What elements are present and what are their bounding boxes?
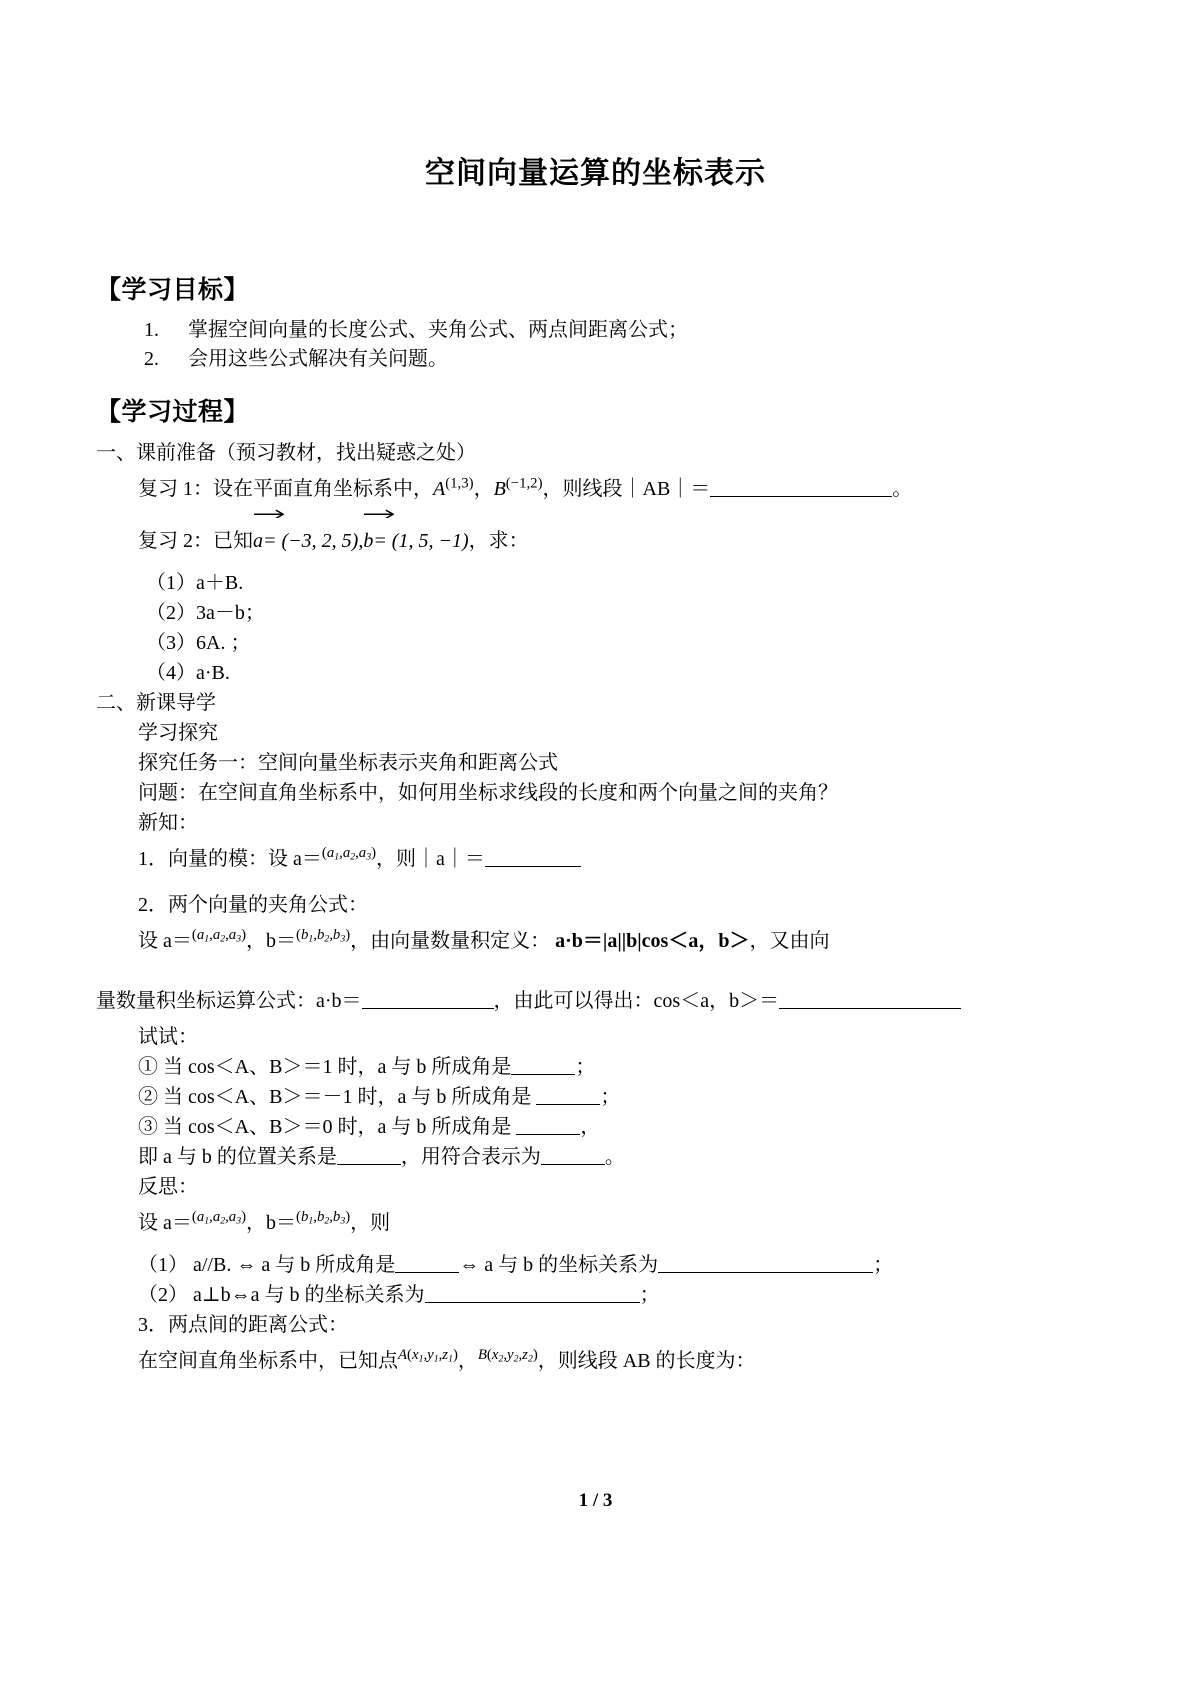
answer-blank[interactable] [425,1302,640,1303]
point-a-coord: (1,3) [445,475,474,492]
spacer [96,962,1095,980]
vector-b [363,520,373,562]
try-tail-mid: ，用符合表示为 [400,1146,541,1168]
cont-prefix: 量数量积坐标运算公式：a·b＝ [96,990,362,1012]
review-1-prefix: 复习 1：设在平面直角坐标系中， [138,478,433,500]
list-item [96,345,1095,374]
vector-a-value: = (−3, 2, 5) [263,530,359,552]
vector-b-coordinates: (b1,b2,b3) [296,927,351,946]
review-1-sep: ， [473,478,494,500]
learning-objectives-heading: 【学习目标】 [96,277,250,304]
point-b-coord: (−1,2) [505,475,543,492]
knowledge-item-2-line [138,920,1095,962]
point-a-label: A [433,478,446,500]
answer-blank[interactable] [395,1272,459,1273]
spacer [96,374,1095,392]
try-item-tail: ； [600,1086,621,1108]
dot-product-definition: a·b＝|a||b|cos＜a，b＞ [555,930,750,952]
review-2-subitem: （2）3a－b； [146,602,265,624]
new-knowledge-label: 新知： [138,812,198,834]
distance-comma: ， [457,1350,478,1372]
try-item-tail: ， [580,1116,601,1138]
spacer [96,880,1095,890]
answer-blank[interactable] [541,1164,605,1165]
vector-a-coordinates: (a1,a2,a3) [191,927,247,946]
set-mid-2: ，由向量数量积定义： [350,930,551,952]
review-1-line [138,468,1095,510]
list-item [96,316,1095,345]
review-2-comma: , [358,530,364,552]
explore-label: 学习探究 [138,722,218,744]
cont-mid: ，由此可以得出：cos＜a，b＞＝ [493,990,780,1012]
page-title: 空间向量运算的坐标表示 [425,157,766,190]
point-a-coordinates: A(x1,y1,z1) [398,1347,458,1366]
try-item-text: 当 cos＜A、B＞＝－1 时，a 与 b 所成角是 [163,1086,532,1108]
knowledge-item-3-line [138,1340,1095,1382]
try-item [138,1112,1095,1142]
spacer [96,428,1095,438]
reflect-label: 反思： [138,1176,198,1198]
answer-blank[interactable] [536,1104,600,1105]
reflect-item-number: （1） [138,1254,188,1276]
part-two-label: 二、新课导学 [96,692,216,714]
answer-blank[interactable] [511,1074,575,1075]
set-tail: ，又由向 [749,930,830,952]
objective-number: 1. [144,319,159,341]
review-2-suffix: ，求： [468,530,529,552]
knowledge-1-middle: ，则｜a｜＝ [376,848,485,870]
review-2-subitem: （3）6A. ； [146,632,251,654]
try-item-marker: ② [138,1086,158,1108]
reflect-item-text: a//B. ⇔ a 与 b 所成角是 [193,1254,396,1276]
try-item-marker: ③ [138,1116,158,1138]
vector-a [253,520,263,562]
try-tail-before: 即 a 与 b 的位置关系是 [138,1146,337,1168]
vector-a-coordinates: (a1,a2,a3) [191,1209,247,1228]
try-item [138,1082,1095,1112]
review-2-subitem: （1）a＋B. [146,572,244,594]
part-one-label: 一、课前准备（预习教材，找出疑惑之处） [96,442,476,464]
reflect-tail: ，则 [350,1212,391,1234]
set-mid-1: ，b＝ [246,930,297,952]
try-conclusion-line [138,1142,1095,1172]
answer-blank[interactable] [710,496,892,497]
vector-b-symbol: b [363,530,374,552]
reflect-set-prefix: 设 a＝ [138,1212,192,1234]
reflect-item-tail: ； [639,1284,660,1306]
knowledge-item-3-heading: 3．两点间的距离公式： [138,1314,348,1336]
review-2-prefix: 复习 2：已知 [138,530,253,552]
reflect-mid: ，b＝ [246,1212,297,1234]
reflect-item-number: （2） [138,1284,188,1306]
review-2-line [138,520,1095,562]
reflect-item [138,1280,1095,1310]
objective-number: 2. [144,348,159,370]
learning-objectives-list [96,316,1095,374]
reflect-item [138,1250,1095,1280]
answer-blank[interactable] [779,1008,961,1009]
reflect-set-line [138,1202,1095,1244]
knowledge-1-prefix: 1．向量的模：设 a＝ [138,848,322,870]
try-item-text: 当 cos＜A、B＞＝0 时，a 与 b 所成角是 [163,1116,512,1138]
try-item-marker: ① [138,1056,158,1078]
spacer [96,192,1095,270]
review-2-subitem: （4）a·B. [146,662,230,684]
answer-blank[interactable] [362,1008,494,1009]
knowledge-item-1 [138,838,1095,880]
spacer [96,510,1095,520]
vector-b-coordinates: (b1,b2,b3) [296,1209,351,1228]
vector-a-symbol: a [253,530,263,552]
page-number: 1 / 3 [578,1490,613,1511]
review-1-middle: ，则线段｜AB｜＝ [542,478,711,500]
try-item [138,1052,1095,1082]
distance-prefix: 在空间直角坐标系中，已知点 [138,1350,398,1372]
dot-product-coordinate-formula-line [96,980,1095,1022]
task-one-label: 探究任务一：空间向量坐标表示夹角和距离公式 [138,752,558,774]
vector-a-coordinates: (a1,a2,a3) [321,845,377,864]
try-label: 试试： [138,1026,198,1048]
reflect-item-text: a⊥b⇔a 与 b 的坐标关系为 [193,1284,425,1306]
answer-blank[interactable] [485,866,581,867]
point-b-coordinates: B(x2,y2,z2) [477,1347,538,1366]
objective-text: 掌握空间向量的长度公式、夹角公式、两点间距离公式； [188,319,688,341]
objective-text: 会用这些公式解决有关问题。 [188,348,448,370]
answer-blank[interactable] [658,1272,873,1273]
answer-blank[interactable] [516,1134,580,1135]
answer-blank[interactable] [337,1164,401,1165]
reflect-item-text-2: ⇔ a 与 b 的坐标关系为 [459,1254,659,1276]
distance-suffix: ，则线段 AB 的长度为： [537,1350,756,1372]
vector-b-value: = (1, 5, −1) [373,530,469,552]
set-prefix: 设 a＝ [138,930,192,952]
try-item-tail: ； [575,1056,596,1078]
review-1-suffix: 。 [892,478,913,500]
try-tail-after: 。 [604,1146,625,1168]
knowledge-item-2-heading: 2．两个向量的夹角公式： [138,894,368,916]
task-question: 问题：在空间直角坐标系中，如何用坐标求线段的长度和两个向量之间的夹角？ [138,782,838,804]
point-b-label: B [493,478,506,500]
learning-process-heading: 【学习过程】 [96,399,250,426]
try-item-text: 当 cos＜A、B＞＝1 时，a 与 b 所成角是 [163,1056,512,1078]
reflect-item-tail: ； [873,1254,894,1276]
